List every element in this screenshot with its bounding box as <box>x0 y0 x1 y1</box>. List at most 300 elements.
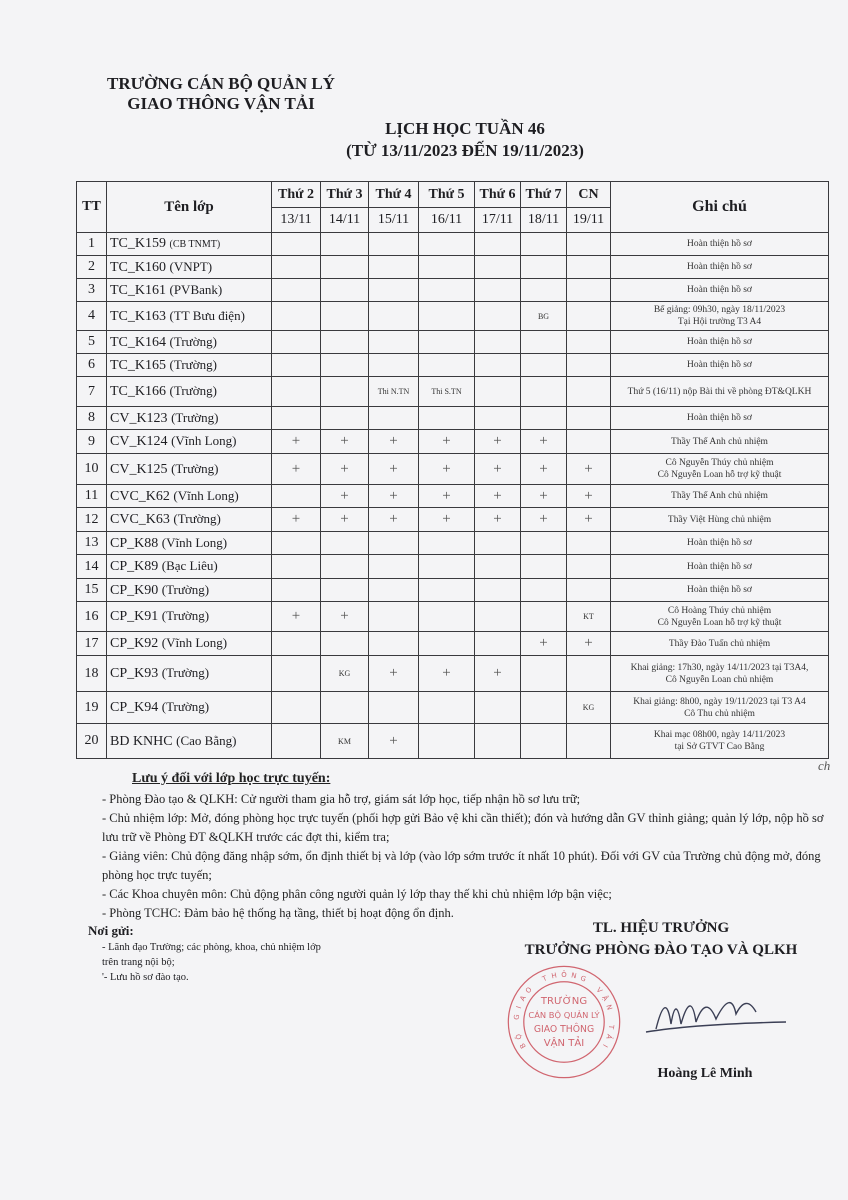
schedule-cell <box>567 430 611 454</box>
schedule-cell <box>419 407 475 430</box>
stamp-ring-char: G <box>579 974 588 984</box>
schedule-cell: + <box>521 430 567 454</box>
class-location: (Trường) <box>161 665 210 680</box>
class-name <box>107 724 272 759</box>
row-number: 8 <box>77 407 107 430</box>
schedule-cell <box>419 632 475 656</box>
schedule-cell <box>567 579 611 602</box>
schedule-cell <box>567 532 611 555</box>
class-name <box>107 302 272 331</box>
class-location: (PVBank) <box>169 281 223 297</box>
header-day: CN <box>567 182 611 208</box>
table-row <box>77 407 829 430</box>
schedule-cell <box>419 579 475 602</box>
schedule-cell <box>475 555 521 579</box>
schedule-cell <box>369 555 419 579</box>
schedule-cell <box>272 279 321 302</box>
row-note: Hoàn thiện hồ sơ <box>611 555 829 579</box>
schedule-cell <box>369 532 419 555</box>
schedule-cell <box>321 579 369 602</box>
class-name <box>107 692 272 724</box>
table-row <box>77 632 829 656</box>
row-note: Thầy Thế Anh chủ nhiệm <box>611 485 829 508</box>
schedule-cell <box>475 377 521 407</box>
header-day: Thứ 2 <box>272 182 321 208</box>
schedule-cell: + <box>419 430 475 454</box>
schedule-cell <box>272 532 321 555</box>
schedule-cell: + <box>521 508 567 532</box>
class-name <box>107 579 272 602</box>
schedule-cell <box>521 407 567 430</box>
class-location: (Trường) <box>173 511 221 526</box>
schedule-cell <box>321 407 369 430</box>
recipients-heading: Nơi gửi: <box>88 923 134 938</box>
schedule-cell <box>521 724 567 759</box>
table-row <box>77 485 829 508</box>
schedule-cell <box>475 256 521 279</box>
stamp-ring-char: T <box>606 1024 616 1030</box>
row-number: 7 <box>77 377 107 407</box>
schedule-cell <box>419 331 475 354</box>
stamp-ring-char: B <box>518 1041 528 1050</box>
schedule-table <box>76 181 829 759</box>
stamp-ring-char: G <box>512 1013 522 1021</box>
schedule-cell <box>272 407 321 430</box>
header-tt: TT <box>77 182 107 233</box>
schedule-cell <box>419 692 475 724</box>
class-location: (Trường) <box>171 409 219 425</box>
schedule-cell: + <box>369 485 419 508</box>
header-date: 17/11 <box>475 208 521 233</box>
schedule-cell: + <box>419 656 475 692</box>
class-code: CP_K91 <box>110 609 159 624</box>
stamp-ring-char: A <box>518 994 528 1003</box>
stamp-ring-char: H <box>550 971 558 981</box>
schedule-cell <box>567 302 611 331</box>
schedule-cell: KM <box>321 724 369 759</box>
row-note: Thầy Thế Anh chủ nhiệm <box>611 430 829 454</box>
row-number: 14 <box>77 555 107 579</box>
class-location: (Bạc Liêu) <box>161 558 218 573</box>
schedule-cell: + <box>369 656 419 692</box>
stamp-outer-ring <box>508 966 619 1077</box>
stamp-inner-ring <box>524 982 604 1062</box>
row-note: Khai giảng: 17h30, ngày 14/11/2023 tại T3A4, Cô Nguyễn Loan chủ nhiệm <box>611 656 829 692</box>
stamp-ring-char: Ô <box>561 970 567 979</box>
schedule-cell <box>369 407 419 430</box>
class-location: (CB TNMT) <box>169 239 221 250</box>
table-row <box>77 256 829 279</box>
class-code: CVC_K62 <box>110 488 170 504</box>
signature-title-1: TL. HIỆU TRƯỞNG <box>592 920 730 936</box>
schedule-cell: + <box>272 508 321 532</box>
org-line-1: TRƯỜNG CÁN BỘ QUẢN LÝ <box>107 74 335 93</box>
class-location: (Trường) <box>161 699 210 714</box>
schedule-cell <box>567 279 611 302</box>
schedule-cell: KG <box>321 656 369 692</box>
schedule-cell <box>521 579 567 602</box>
organization-name <box>96 74 346 114</box>
schedule-cell <box>521 656 567 692</box>
schedule-cell <box>369 256 419 279</box>
stamp-text: CÁN BỘ QUẢN LÝ <box>528 1010 598 1021</box>
table-row <box>77 724 829 759</box>
class-code: CV_K125 <box>110 461 168 477</box>
row-note: Thứ 5 (16/11) nộp Bài thi về phòng ĐT&QLKH <box>611 377 829 407</box>
schedule-cell <box>475 632 521 656</box>
table-row <box>77 656 829 692</box>
class-code: CP_K89 <box>110 559 159 574</box>
schedule-cell <box>521 532 567 555</box>
class-location: (Trường) <box>169 333 217 349</box>
table-row <box>77 233 829 256</box>
row-number: 15 <box>77 579 107 602</box>
row-number: 6 <box>77 354 107 377</box>
class-code: TC_K161 <box>110 282 166 298</box>
schedule-cell <box>567 354 611 377</box>
schedule-cell <box>321 632 369 656</box>
schedule-cell: + <box>419 485 475 508</box>
schedule-cell <box>419 555 475 579</box>
stamp-text: VẬN TẢI <box>543 1037 585 1049</box>
class-name <box>107 656 272 692</box>
row-number: 16 <box>77 602 107 632</box>
schedule-cell: KT <box>567 602 611 632</box>
schedule-cell <box>321 692 369 724</box>
class-code: CP_K93 <box>110 666 159 681</box>
class-location: (Trường) <box>161 608 210 623</box>
schedule-cell: + <box>369 454 419 485</box>
class-code: CV_K123 <box>110 410 168 426</box>
schedule-cell: + <box>475 656 521 692</box>
header-date: 15/11 <box>369 208 419 233</box>
header-day: Thứ 4 <box>369 182 419 208</box>
header-day: Thứ 3 <box>321 182 369 208</box>
schedule-cell <box>521 555 567 579</box>
class-location: (Trường) <box>169 383 217 398</box>
schedule-cell <box>521 354 567 377</box>
class-name <box>107 532 272 555</box>
class-code: CP_K94 <box>110 700 159 715</box>
schedule-cell <box>567 377 611 407</box>
stamp-ring-char: T <box>541 974 549 984</box>
schedule-cell <box>475 331 521 354</box>
note-item: - Phòng Đào tạo & QLKH: Cử người tham gia hỗ trợ, giám sát lớp học, tiếp nhận hồ sơ lưu trữ; <box>102 792 581 806</box>
schedule-cell <box>475 579 521 602</box>
class-name <box>107 485 272 508</box>
class-location: (VNPT) <box>169 258 213 274</box>
class-name <box>107 602 272 632</box>
schedule-cell <box>369 331 419 354</box>
class-code: TC_K159 <box>110 236 166 251</box>
signer-name: Hoàng Lê Minh <box>657 1066 753 1081</box>
org-line-2: GIAO THÔNG VẬN TẢI <box>127 94 315 113</box>
stamp-ring-char: N <box>570 971 578 981</box>
stamp-ring-char: V <box>594 985 604 995</box>
class-location: (Vĩnh Long) <box>171 433 237 448</box>
schedule-cell: + <box>475 485 521 508</box>
schedule-cell <box>272 354 321 377</box>
online-class-notes <box>102 768 832 923</box>
schedule-cell: + <box>567 485 611 508</box>
schedule-cell <box>369 692 419 724</box>
class-code: TC_K165 <box>110 357 166 373</box>
table-row <box>77 579 829 602</box>
schedule-cell <box>321 302 369 331</box>
schedule-cell <box>567 555 611 579</box>
recipients <box>88 922 388 985</box>
signature-mark <box>636 984 796 1044</box>
schedule-cell <box>475 279 521 302</box>
schedule-cell <box>475 602 521 632</box>
row-number: 2 <box>77 256 107 279</box>
schedule-cell: + <box>272 430 321 454</box>
row-number: 13 <box>77 532 107 555</box>
schedule-cell <box>272 579 321 602</box>
schedule-cell: + <box>521 485 567 508</box>
header-date: 14/11 <box>321 208 369 233</box>
schedule-cell <box>521 256 567 279</box>
schedule-cell: + <box>369 430 419 454</box>
class-name <box>107 331 272 354</box>
schedule-cell: + <box>475 508 521 532</box>
row-number: 1 <box>77 233 107 256</box>
schedule-cell <box>419 724 475 759</box>
row-note: Hoàn thiện hồ sơ <box>611 354 829 377</box>
stamp-ring-char: I <box>514 1005 524 1010</box>
table-row <box>77 302 829 331</box>
schedule-cell <box>419 302 475 331</box>
schedule-cell: + <box>419 454 475 485</box>
class-code: CVC_K63 <box>110 512 170 527</box>
signature-block <box>496 917 826 961</box>
schedule-cell: + <box>419 508 475 532</box>
row-number: 20 <box>77 724 107 759</box>
schedule-cell <box>567 656 611 692</box>
stamp-ring-char: O <box>524 985 534 996</box>
class-location: (Vĩnh Long) <box>161 534 228 550</box>
schedule-cell <box>321 377 369 407</box>
margin-mark: ch <box>818 758 831 773</box>
stamp-text: GIAO THÔNG <box>533 1024 595 1036</box>
note-item: - Các Khoa chuyên môn: Chủ động phân công người quản lý lớp thay thế khi chủ nhiệm lớp bận việc; <box>102 887 612 901</box>
row-note: Hoàn thiện hồ sơ <box>611 256 829 279</box>
stamp-ring-char: N <box>604 1003 614 1012</box>
row-number: 12 <box>77 508 107 532</box>
row-note: Bế giảng: 09h30, ngày 18/11/2023 Tại Hội trường T3 A4 <box>611 302 829 331</box>
schedule-cell <box>567 256 611 279</box>
table-row <box>77 454 829 485</box>
class-location: (Trường) <box>171 460 219 476</box>
class-name <box>107 632 272 656</box>
schedule-cell <box>419 602 475 632</box>
header-date: 18/11 <box>521 208 567 233</box>
schedule-cell: + <box>369 724 419 759</box>
header-class-name: Tên lớp <box>107 182 272 233</box>
class-location: (Cao Bằng) <box>176 732 237 748</box>
recipient-line: '- Lưu hồ sơ đào tạo. <box>102 972 189 983</box>
schedule-cell: + <box>521 454 567 485</box>
note-item: - Chủ nhiệm lớp: Mở, đóng phòng học trực tuyến (phối hợp gửi Bảo vệ khi cần thiết); đón và hướng dẫn GV thỉnh giảng; quản lý lớp, nộp hồ sơ lưu trữ về Phòng ĐT &QLKH trước các đợt thi, kiểm tra; <box>102 811 824 844</box>
class-code: TC_K163 <box>110 308 166 324</box>
schedule-body <box>77 233 829 759</box>
row-number: 3 <box>77 279 107 302</box>
subtitle: (TỪ 13/11/2023 ĐẾN 19/11/2023) <box>346 141 584 160</box>
schedule-cell: + <box>567 454 611 485</box>
row-number: 18 <box>77 656 107 692</box>
class-code: BD KNHC <box>110 733 173 749</box>
row-note: Hoàn thiện hồ sơ <box>611 279 829 302</box>
schedule-cell <box>272 331 321 354</box>
schedule-cell <box>475 407 521 430</box>
schedule-cell <box>321 233 369 256</box>
table-row <box>77 508 829 532</box>
class-location: (Trường) <box>169 356 217 372</box>
header-date: 13/11 <box>272 208 321 233</box>
schedule-cell <box>419 233 475 256</box>
schedule-cell <box>567 724 611 759</box>
class-location: (Vĩnh Long) <box>173 487 239 503</box>
row-note: Hoàn thiện hồ sơ <box>611 532 829 555</box>
schedule-cell <box>475 532 521 555</box>
table-row <box>77 555 829 579</box>
row-note: Thầy Đào Tuấn chủ nhiệm <box>611 632 829 656</box>
schedule-cell <box>419 354 475 377</box>
schedule-cell <box>321 279 369 302</box>
schedule-cell: + <box>321 602 369 632</box>
official-stamp <box>506 964 622 1080</box>
schedule-cell <box>419 279 475 302</box>
schedule-cell <box>419 256 475 279</box>
schedule-cell <box>521 233 567 256</box>
schedule-cell: + <box>567 632 611 656</box>
class-code: TC_K164 <box>110 334 166 350</box>
schedule-cell <box>272 692 321 724</box>
schedule-cell <box>475 354 521 377</box>
row-note: Hoàn thiện hồ sơ <box>611 407 829 430</box>
header-note: Ghi chú <box>611 182 829 233</box>
schedule-cell: + <box>272 602 321 632</box>
row-note: Cô Hoàng Thúy chủ nhiệm Cô Nguyễn Loan hỗ trợ kỹ thuật <box>611 602 829 632</box>
row-number: 5 <box>77 331 107 354</box>
row-note: Hoàn thiện hồ sơ <box>611 233 829 256</box>
schedule-cell: Thi N.TN <box>369 377 419 407</box>
stamp-ring-char: Ậ <box>600 994 610 1003</box>
row-number: 9 <box>77 430 107 454</box>
schedule-cell <box>567 233 611 256</box>
row-note: Hoàn thiện hồ sơ <box>611 331 829 354</box>
schedule-cell <box>272 555 321 579</box>
schedule-cell <box>521 602 567 632</box>
schedule-cell: + <box>272 454 321 485</box>
table-row <box>77 692 829 724</box>
schedule-cell <box>321 331 369 354</box>
table-row <box>77 532 829 555</box>
table-row <box>77 354 829 377</box>
table-row <box>77 331 829 354</box>
schedule-cell <box>369 279 419 302</box>
row-note: Hoàn thiện hồ sơ <box>611 579 829 602</box>
schedule-cell <box>369 233 419 256</box>
row-number: 11 <box>77 485 107 508</box>
table-row <box>77 377 829 407</box>
schedule-cell <box>475 233 521 256</box>
schedule-cell <box>272 377 321 407</box>
schedule-cell <box>475 724 521 759</box>
class-name <box>107 377 272 407</box>
class-code: CP_K92 <box>110 636 159 651</box>
header-day: Thứ 7 <box>521 182 567 208</box>
class-name <box>107 508 272 532</box>
schedule-cell <box>272 256 321 279</box>
table-row <box>77 279 829 302</box>
class-code: CP_K90 <box>110 582 159 598</box>
stamp-text: TRƯỜNG <box>540 996 588 1008</box>
class-code: CV_K124 <box>110 434 168 449</box>
row-number: 10 <box>77 454 107 485</box>
row-number: 4 <box>77 302 107 331</box>
schedule-cell <box>475 302 521 331</box>
row-note: Thầy Việt Hùng chủ nhiệm <box>611 508 829 532</box>
class-code: TC_K160 <box>110 259 166 275</box>
schedule-cell <box>521 279 567 302</box>
schedule-cell: Thi S.TN <box>419 377 475 407</box>
schedule-cell: + <box>321 430 369 454</box>
schedule-cell <box>567 331 611 354</box>
schedule-cell <box>272 485 321 508</box>
class-location: (Vĩnh Long) <box>161 635 228 650</box>
class-code: CP_K88 <box>110 535 159 551</box>
notes-heading: Lưu ý đối với lớp học trực tuyến: <box>132 771 331 786</box>
schedule-cell <box>272 302 321 331</box>
row-number: 19 <box>77 692 107 724</box>
class-name <box>107 555 272 579</box>
class-name <box>107 279 272 302</box>
row-number: 17 <box>77 632 107 656</box>
document-title <box>300 118 630 162</box>
class-name <box>107 407 272 430</box>
schedule-cell: KG <box>567 692 611 724</box>
class-name <box>107 233 272 256</box>
schedule-cell <box>321 354 369 377</box>
schedule-cell <box>272 724 321 759</box>
row-note: Khai mạc 08h00, ngày 14/11/2023 tại Sở GTVT Cao Bằng <box>611 724 829 759</box>
schedule-cell <box>321 532 369 555</box>
title: LỊCH HỌC TUẦN 46 <box>385 119 545 138</box>
schedule-cell: + <box>321 454 369 485</box>
class-location: (Trường) <box>161 581 210 597</box>
table-row <box>77 430 829 454</box>
schedule-cell: BG <box>521 302 567 331</box>
schedule-cell <box>369 632 419 656</box>
note-item: - Giảng viên: Chủ động đăng nhập sớm, ổn định thiết bị và lớp (vào lớp sớm trước ít nhất 10 phút). Đối với GV của Trường chủ động mở, đóng phòng học trực tuyến; <box>102 849 821 882</box>
class-name <box>107 256 272 279</box>
schedule-cell: + <box>567 508 611 532</box>
stamp-ring-char: I <box>600 1042 609 1049</box>
schedule-cell <box>521 692 567 724</box>
schedule-cell <box>369 354 419 377</box>
schedule-cell: + <box>475 430 521 454</box>
schedule-cell <box>521 331 567 354</box>
recipient-line: trên trang nội bộ; <box>102 957 175 968</box>
schedule-cell <box>321 555 369 579</box>
header-day: Thứ 6 <box>475 182 521 208</box>
schedule-cell: + <box>369 508 419 532</box>
class-code: TC_K166 <box>110 384 166 399</box>
schedule-cell <box>521 377 567 407</box>
table-row <box>77 602 829 632</box>
schedule-cell <box>272 632 321 656</box>
